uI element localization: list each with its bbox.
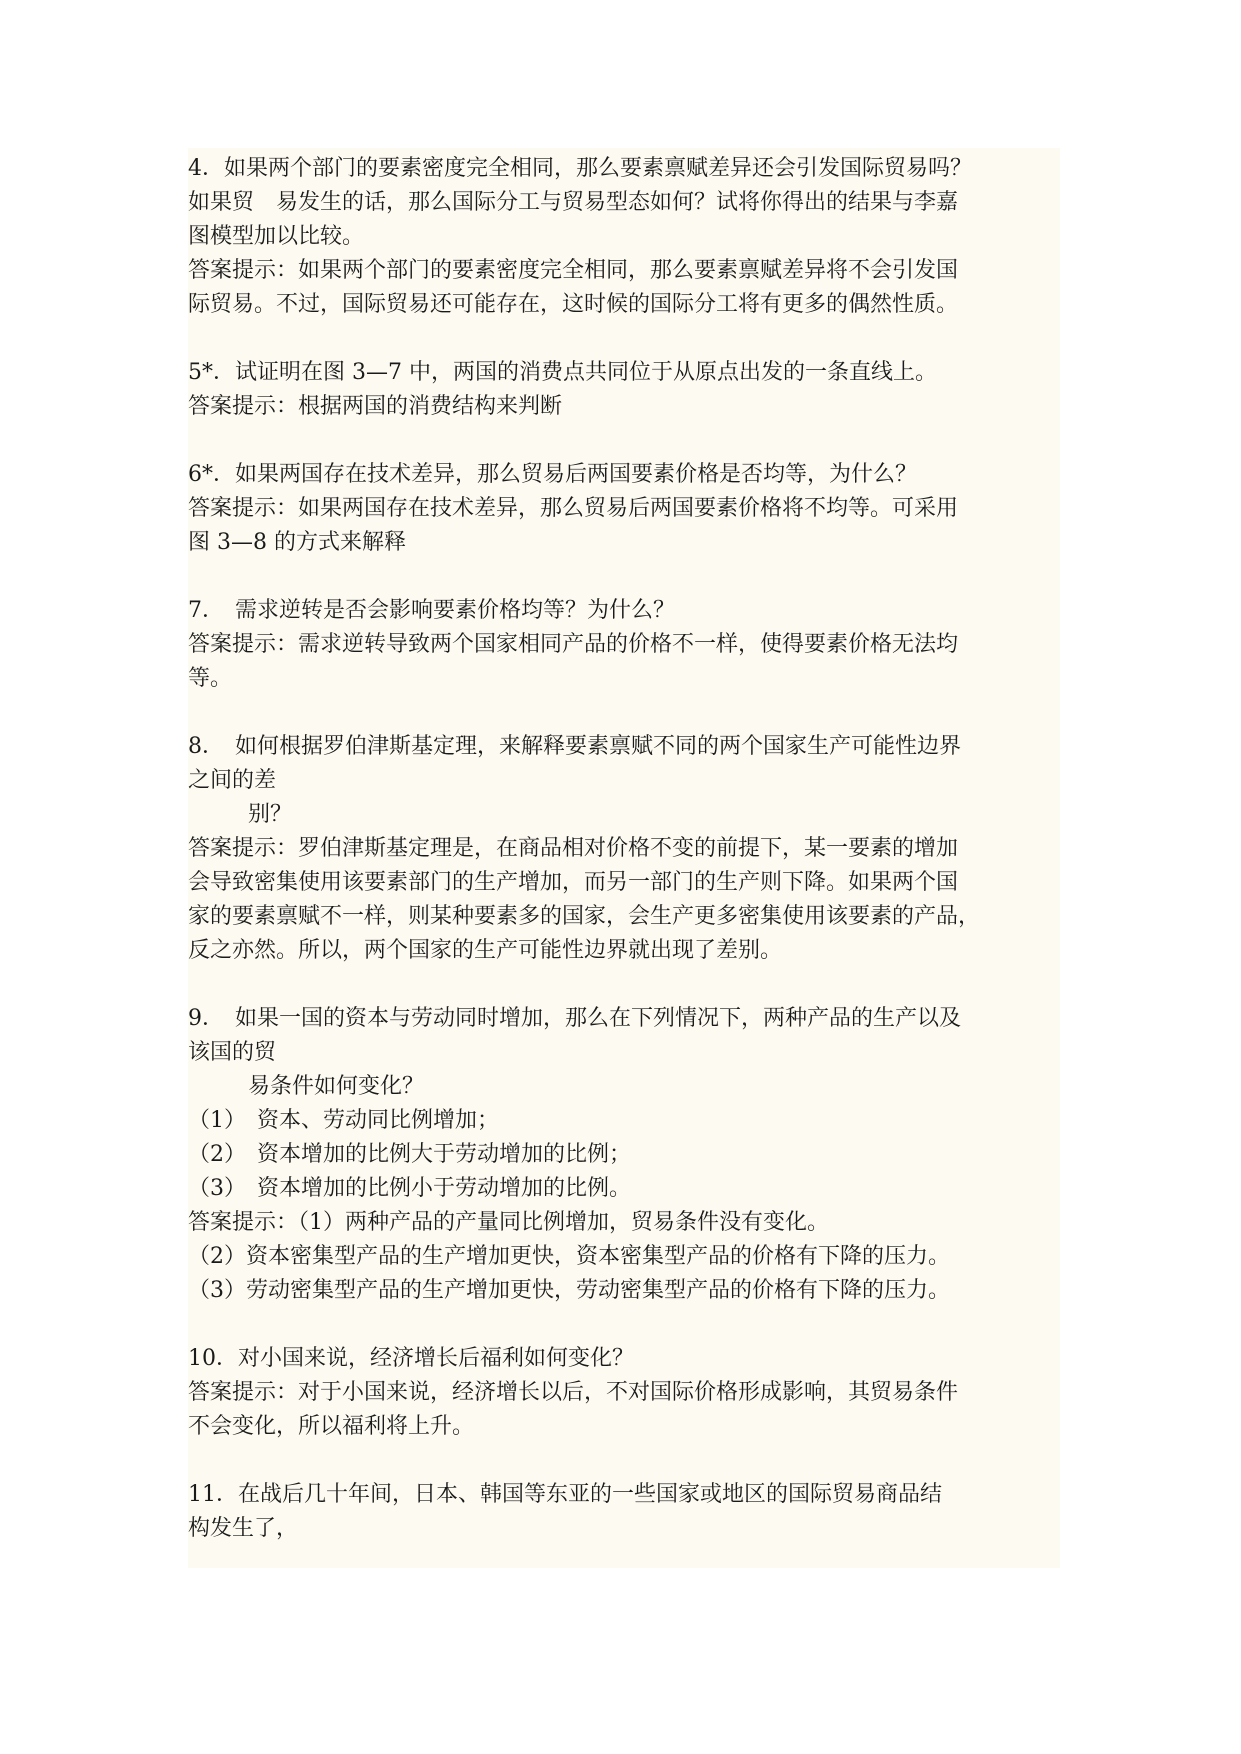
list-item: （3） 资本增加的比例小于劳动增加的比例。 bbox=[188, 1176, 631, 1201]
answer-line: 家的要素禀赋不一样，则某种要素多的国家，会生产更多密集使用该要素的产品， bbox=[188, 904, 981, 929]
text-line: 之间的差 bbox=[188, 768, 277, 793]
answer-line: 答案提示：需求逆转导致两个国家相同产品的价格不一样，使得要素价格无法均 bbox=[188, 632, 959, 657]
text-line: 图模型加以比较。 bbox=[188, 224, 365, 249]
answer-line: （2）资本密集型产品的生产增加更快，资本密集型产品的价格有下降的压力。 bbox=[188, 1244, 950, 1269]
text-line: 7． 需求逆转是否会影响要素价格均等？为什么？ bbox=[188, 598, 675, 623]
paragraph-gap bbox=[188, 560, 1060, 594]
answer-line: 答案提示：如果两国存在技术差异，那么贸易后两国要素价格将不均等。可采用 bbox=[188, 496, 959, 521]
text-line: 如果贸 易发生的话，那么国际分工与贸易型态如何？试将你得出的结果与李嘉 bbox=[188, 190, 959, 215]
text-line: 5*．试证明在图 3—7 中，两国的消费点共同位于从原点出发的一条直线上。 bbox=[188, 360, 937, 385]
answer-line: 等。 bbox=[188, 666, 233, 691]
text-line: 别？ bbox=[226, 802, 293, 827]
answer-line: 答案提示：根据两国的消费结构来判断 bbox=[188, 394, 563, 419]
text-line: 6*．如果两国存在技术差异，那么贸易后两国要素价格是否均等，为什么？ bbox=[188, 462, 917, 487]
answer-line: （3）劳动密集型产品的生产增加更快，劳动密集型产品的价格有下降的压力。 bbox=[188, 1278, 950, 1303]
paragraph-gap bbox=[188, 424, 1060, 458]
paragraph-gap bbox=[188, 1444, 1060, 1478]
text-line: 9． 如果一国的资本与劳动同时增加，那么在下列情况下，两种产品的生产以及 bbox=[188, 1006, 961, 1031]
text-line: 10．对小国来说，经济增长后福利如何变化？ bbox=[188, 1346, 634, 1371]
answer-line: 际贸易。不过，国际贸易还可能存在，这时候的国际分工将有更多的偶然性质。 bbox=[188, 292, 959, 317]
text-line: 该国的贸 bbox=[188, 1040, 277, 1065]
text-line: 11．在战后几十年间，日本、韩国等东亚的一些国家或地区的国际贸易商品结 bbox=[188, 1482, 942, 1507]
list-item: （1） 资本、劳动同比例增加； bbox=[188, 1108, 499, 1133]
answer-line: 答案提示：如果两个部门的要素密度完全相同，那么要素禀赋差异将不会引发国 bbox=[188, 258, 959, 283]
text-line: 8． 如何根据罗伯津斯基定理，来解释要素禀赋不同的两个国家生产可能性边界 bbox=[188, 734, 961, 759]
text-line: 易条件如何变化？ bbox=[226, 1074, 425, 1099]
answer-line: 不会变化，所以福利将上升。 bbox=[188, 1414, 475, 1439]
text-line: 4．如果两个部门的要素密度完全相同，那么要素禀赋差异还会引发国际贸易吗？ bbox=[188, 156, 972, 181]
list-item: （2） 资本增加的比例大于劳动增加的比例； bbox=[188, 1142, 631, 1167]
paragraph-gap bbox=[188, 322, 1060, 356]
answer-line: 图 3—8 的方式来解释 bbox=[188, 530, 406, 555]
answer-line: 答案提示：对于小国来说，经济增长以后，不对国际价格形成影响，其贸易条件 bbox=[188, 1380, 959, 1405]
paragraph-gap bbox=[188, 1308, 1060, 1342]
answer-line: 答案提示：罗伯津斯基定理是，在商品相对价格不变的前提下，某一要素的增加 bbox=[188, 836, 959, 861]
text-line: 构发生了， bbox=[188, 1516, 299, 1541]
paragraph-gap bbox=[188, 968, 1060, 1002]
answer-line: 反之亦然。所以，两个国家的生产可能性边界就出现了差别。 bbox=[188, 938, 783, 963]
answer-line: 会导致密集使用该要素部门的生产增加，而另一部门的生产则下降。如果两个国 bbox=[188, 870, 959, 895]
document-body bbox=[188, 148, 1060, 1568]
paragraph-gap bbox=[188, 696, 1060, 730]
answer-line: 答案提示：（1）两种产品的产量同比例增加，贸易条件没有变化。 bbox=[188, 1210, 829, 1235]
